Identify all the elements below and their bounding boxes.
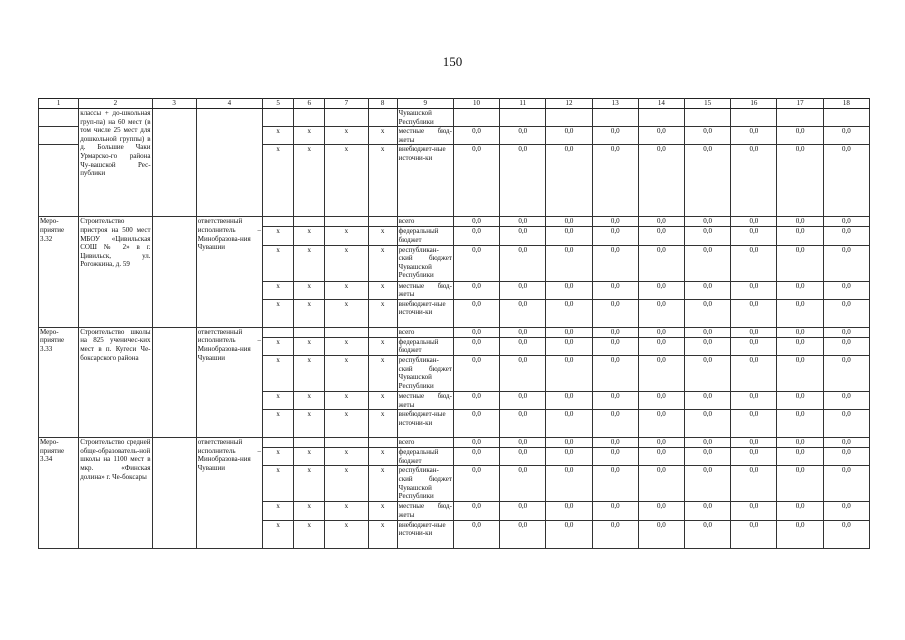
value-cell: 0,0 (823, 337, 869, 355)
x-mark: x (263, 227, 294, 245)
x-mark: x (368, 227, 397, 245)
source-label: республикан-ский бюджет Чувашской Республики (398, 355, 452, 390)
value-cell: 0,0 (453, 281, 499, 299)
value-cell: 0,0 (777, 327, 823, 337)
x-mark: x (263, 520, 294, 548)
value-cell: 0,0 (685, 438, 731, 448)
value-cell: 0,0 (500, 355, 546, 391)
value-cell: 0,0 (685, 391, 731, 409)
value-cell: 0,0 (731, 337, 777, 355)
value-cell: 0,0 (777, 299, 823, 327)
x-mark: x (368, 245, 397, 281)
measure-id: Меро-приятие 3.34 (39, 438, 79, 548)
x-mark: x (294, 337, 325, 355)
column-header: 4 (196, 99, 262, 109)
source-label: местные бюд-жеты (398, 127, 452, 144)
value-cell: 0,0 (592, 410, 638, 438)
measure-description: Строительство школы на 825 ученичес-ких мест в п. Кугеси Че-боксарского района (79, 327, 152, 437)
value-cell: 0,0 (685, 520, 731, 548)
column-header: 6 (294, 99, 325, 109)
value-cell: 0,0 (777, 438, 823, 448)
value-cell: 0,0 (592, 145, 638, 217)
measure-executor: ответственный исполнитель – Минобразова-ния Чувашии (196, 438, 262, 548)
column-header: 3 (152, 99, 196, 109)
table-row (39, 217, 870, 227)
x-mark: x (325, 245, 368, 281)
value-cell: 0,0 (685, 145, 731, 217)
value-cell: 0,0 (823, 327, 869, 337)
page-number: 150 (442, 54, 463, 69)
value-cell: 0,0 (546, 217, 592, 227)
column-header: 17 (777, 99, 823, 109)
source-label: федеральный бюджет (397, 227, 453, 245)
value-cell: 0,0 (453, 391, 499, 409)
value-cell: 0,0 (638, 327, 684, 337)
x-mark: x (263, 466, 294, 502)
x-mark: x (368, 299, 397, 327)
value-cell: 0,0 (731, 520, 777, 548)
value-cell: 0,0 (685, 502, 731, 520)
x-mark: x (294, 355, 325, 391)
x-mark: x (294, 410, 325, 438)
source-label: местные бюд-жеты (398, 281, 452, 299)
x-mark: x (325, 448, 368, 466)
value-cell: 0,0 (638, 127, 684, 145)
value-cell: 0,0 (638, 299, 684, 327)
value-cell: 0,0 (731, 448, 777, 466)
value-cell: 0,0 (777, 391, 823, 409)
value-cell: 0,0 (823, 245, 869, 281)
value-cell: 0,0 (592, 438, 638, 448)
budget-table (38, 98, 870, 549)
value-cell: 0,0 (731, 245, 777, 281)
value-cell: 0,0 (592, 227, 638, 245)
column-header: 8 (368, 99, 397, 109)
x-mark: x (325, 410, 368, 438)
source-label: республикан-ский бюджет Чувашской Республики (398, 245, 452, 280)
source-label: всего (397, 327, 453, 337)
measure-executor: ответственный исполнитель – Минобразова-ния Чувашии (196, 327, 262, 437)
x-mark: x (294, 281, 325, 299)
x-mark: x (294, 391, 325, 409)
value-cell: 0,0 (638, 145, 684, 217)
x-mark: x (294, 299, 325, 327)
value-cell: 0,0 (453, 448, 499, 466)
value-cell: 0,0 (823, 466, 869, 502)
value-cell: 0,0 (777, 337, 823, 355)
column-header: 18 (823, 99, 869, 109)
value-cell: 0,0 (777, 145, 823, 217)
value-cell: 0,0 (500, 448, 546, 466)
table-row (39, 438, 870, 448)
table-row (39, 109, 870, 127)
x-mark: x (325, 502, 368, 520)
x-mark: x (325, 466, 368, 502)
x-mark: x (263, 145, 294, 217)
value-cell: 0,0 (823, 438, 869, 448)
value-cell: 0,0 (638, 391, 684, 409)
x-mark: x (368, 466, 397, 502)
value-cell: 0,0 (546, 245, 592, 281)
value-cell: 0,0 (500, 466, 546, 502)
column-header: 15 (685, 99, 731, 109)
value-cell: 0,0 (685, 466, 731, 502)
value-cell: 0,0 (777, 466, 823, 502)
value-cell: 0,0 (500, 327, 546, 337)
value-cell: 0,0 (546, 281, 592, 299)
column-header: 5 (263, 99, 294, 109)
value-cell: 0,0 (777, 245, 823, 281)
value-cell: 0,0 (592, 391, 638, 409)
source-label: внебюджет-ные источни-ки (397, 299, 453, 327)
value-cell: 0,0 (453, 145, 499, 217)
value-cell: 0,0 (500, 281, 546, 299)
x-mark: x (263, 502, 294, 520)
value-cell: 0,0 (731, 410, 777, 438)
header-row (39, 99, 870, 109)
value-cell: 0,0 (638, 448, 684, 466)
value-cell: 0,0 (638, 466, 684, 502)
x-mark: x (263, 410, 294, 438)
x-mark: x (368, 127, 397, 145)
x-mark: x (325, 227, 368, 245)
value-cell: 0,0 (823, 299, 869, 327)
value-cell: 0,0 (546, 410, 592, 438)
column-header: 2 (79, 99, 152, 109)
x-mark: x (368, 502, 397, 520)
table-row (39, 327, 870, 337)
value-cell: 0,0 (823, 355, 869, 391)
value-cell: 0,0 (823, 227, 869, 245)
value-cell: 0,0 (638, 438, 684, 448)
value-cell: 0,0 (731, 466, 777, 502)
value-cell: 0,0 (546, 355, 592, 391)
x-mark: x (263, 127, 294, 145)
value-cell: 0,0 (685, 227, 731, 245)
value-cell: 0,0 (823, 281, 869, 299)
value-cell: 0,0 (731, 217, 777, 227)
value-cell: 0,0 (731, 281, 777, 299)
value-cell: 0,0 (731, 502, 777, 520)
x-mark: x (263, 355, 294, 391)
measure-description: классы + до-школьная груп-па) на 60 мест (в том числе 25 мест для дошкольной группы) в д. Большие Чаки Урмарско-го района Чу-вашской Рес-публики (79, 109, 152, 217)
value-cell: 0,0 (823, 145, 869, 217)
source-label: местные бюд-жеты (398, 391, 452, 409)
value-cell: 0,0 (685, 448, 731, 466)
x-mark: x (325, 127, 368, 145)
value-cell: 0,0 (500, 145, 546, 217)
column-header: 12 (546, 99, 592, 109)
value-cell: 0,0 (731, 355, 777, 391)
value-cell: 0,0 (592, 217, 638, 227)
x-mark: x (294, 466, 325, 502)
value-cell: 0,0 (453, 245, 499, 281)
value-cell: 0,0 (638, 217, 684, 227)
x-mark: x (263, 245, 294, 281)
source-label: внебюджет-ные источни-ки (397, 520, 453, 548)
value-cell: 0,0 (592, 327, 638, 337)
x-mark: x (325, 281, 368, 299)
column-header: 16 (731, 99, 777, 109)
value-cell: 0,0 (546, 227, 592, 245)
x-mark: x (368, 281, 397, 299)
x-mark: x (263, 281, 294, 299)
column-header: 7 (325, 99, 368, 109)
value-cell: 0,0 (453, 227, 499, 245)
x-mark: x (325, 355, 368, 391)
value-cell: 0,0 (453, 217, 499, 227)
column-header: 13 (592, 99, 638, 109)
value-cell: 0,0 (823, 391, 869, 409)
value-cell: 0,0 (500, 391, 546, 409)
column-header: 10 (453, 99, 499, 109)
value-cell: 0,0 (638, 410, 684, 438)
value-cell: 0,0 (685, 127, 731, 145)
value-cell: 0,0 (546, 520, 592, 548)
x-mark: x (368, 410, 397, 438)
value-cell: 0,0 (546, 502, 592, 520)
value-cell: 0,0 (685, 327, 731, 337)
column-header: 1 (39, 99, 79, 109)
column-header: 9 (397, 99, 453, 109)
value-cell: 0,0 (638, 520, 684, 548)
source-label: федеральный бюджет (397, 448, 453, 466)
value-cell: 0,0 (453, 466, 499, 502)
measure-description: Строительство пристроя на 500 мест МБОУ «Цивильская СОШ № 2» в г. Цивильск, ул. Рогожкина, д. 59 (79, 217, 152, 327)
value-cell: 0,0 (823, 217, 869, 227)
value-cell: 0,0 (731, 438, 777, 448)
measure-description: Строительство средней обще-образователь-ной школы на 1100 мест в мкр. «Финская долина» г. Че-боксары (79, 438, 152, 548)
value-cell: 0,0 (638, 355, 684, 391)
value-cell: 0,0 (592, 448, 638, 466)
source-label: местные бюд-жеты (398, 502, 452, 519)
measure-executor: ответственный исполнитель – Минобразова-ния Чувашии (196, 217, 262, 327)
value-cell: 0,0 (823, 520, 869, 548)
value-cell: 0,0 (638, 245, 684, 281)
value-cell: 0,0 (546, 145, 592, 217)
value-cell: 0,0 (546, 299, 592, 327)
value-cell: 0,0 (777, 502, 823, 520)
value-cell: 0,0 (777, 127, 823, 145)
value-cell: 0,0 (546, 448, 592, 466)
source-label: всего (397, 438, 453, 448)
value-cell: 0,0 (453, 355, 499, 391)
value-cell: 0,0 (453, 520, 499, 548)
source-label: внебюджет-ные источни-ки (397, 145, 453, 217)
value-cell: 0,0 (453, 127, 499, 145)
value-cell: 0,0 (777, 227, 823, 245)
value-cell: 0,0 (823, 127, 869, 145)
value-cell: 0,0 (592, 281, 638, 299)
value-cell: 0,0 (777, 355, 823, 391)
value-cell: 0,0 (685, 299, 731, 327)
x-mark: x (325, 520, 368, 548)
value-cell: 0,0 (731, 299, 777, 327)
value-cell: 0,0 (500, 520, 546, 548)
value-cell: 0,0 (453, 299, 499, 327)
value-cell: 0,0 (777, 520, 823, 548)
x-mark: x (368, 391, 397, 409)
measure-id: Меро-приятие 3.33 (39, 327, 79, 437)
value-cell: 0,0 (500, 502, 546, 520)
value-cell: 0,0 (500, 410, 546, 438)
value-cell: 0,0 (453, 327, 499, 337)
value-cell: 0,0 (453, 410, 499, 438)
x-mark: x (325, 299, 368, 327)
value-cell: 0,0 (592, 355, 638, 391)
value-cell: 0,0 (731, 391, 777, 409)
column-header: 14 (638, 99, 684, 109)
value-cell: 0,0 (592, 127, 638, 145)
value-cell: 0,0 (731, 127, 777, 145)
x-mark: x (294, 520, 325, 548)
value-cell: 0,0 (546, 337, 592, 355)
value-cell: 0,0 (823, 448, 869, 466)
value-cell: 0,0 (638, 502, 684, 520)
value-cell: 0,0 (500, 337, 546, 355)
value-cell: 0,0 (546, 391, 592, 409)
value-cell: 0,0 (638, 281, 684, 299)
x-mark: x (294, 502, 325, 520)
value-cell: 0,0 (685, 217, 731, 227)
source-label: республикан-ский бюджет Чувашской Республики (398, 466, 452, 501)
value-cell: 0,0 (546, 327, 592, 337)
x-mark: x (325, 337, 368, 355)
x-mark: x (368, 448, 397, 466)
measure-id: Меро-приятие 3.32 (39, 217, 79, 327)
value-cell: 0,0 (500, 299, 546, 327)
source-label: федеральный бюджет (397, 337, 453, 355)
value-cell: 0,0 (500, 217, 546, 227)
source-label: Чувашской Республики (397, 109, 453, 127)
value-cell: 0,0 (546, 466, 592, 502)
value-cell: 0,0 (685, 281, 731, 299)
value-cell: 0,0 (592, 245, 638, 281)
value-cell: 0,0 (777, 410, 823, 438)
value-cell: 0,0 (685, 245, 731, 281)
x-mark: x (294, 448, 325, 466)
value-cell: 0,0 (638, 227, 684, 245)
value-cell: 0,0 (731, 327, 777, 337)
value-cell: 0,0 (777, 217, 823, 227)
value-cell: 0,0 (500, 227, 546, 245)
value-cell: 0,0 (592, 466, 638, 502)
value-cell: 0,0 (592, 502, 638, 520)
value-cell: 0,0 (823, 410, 869, 438)
x-mark: x (368, 520, 397, 548)
source-label: внебюджет-ные источни-ки (397, 410, 453, 438)
x-mark: x (368, 337, 397, 355)
value-cell: 0,0 (823, 502, 869, 520)
x-mark: x (263, 448, 294, 466)
value-cell: 0,0 (500, 245, 546, 281)
x-mark: x (294, 227, 325, 245)
x-mark: x (368, 355, 397, 391)
value-cell: 0,0 (777, 281, 823, 299)
value-cell: 0,0 (685, 337, 731, 355)
value-cell: 0,0 (453, 337, 499, 355)
value-cell: 0,0 (592, 337, 638, 355)
value-cell: 0,0 (638, 337, 684, 355)
x-mark: x (294, 145, 325, 217)
source-label: всего (397, 217, 453, 227)
x-mark: x (263, 299, 294, 327)
value-cell: 0,0 (453, 438, 499, 448)
value-cell: 0,0 (685, 410, 731, 438)
value-cell: 0,0 (592, 299, 638, 327)
column-header: 11 (500, 99, 546, 109)
value-cell: 0,0 (731, 145, 777, 217)
value-cell: 0,0 (500, 127, 546, 145)
x-mark: x (294, 245, 325, 281)
x-mark: x (263, 391, 294, 409)
value-cell: 0,0 (592, 520, 638, 548)
x-mark: x (325, 391, 368, 409)
x-mark: x (294, 127, 325, 145)
value-cell: 0,0 (546, 127, 592, 145)
value-cell: 0,0 (731, 227, 777, 245)
value-cell: 0,0 (777, 448, 823, 466)
x-mark: x (368, 145, 397, 217)
x-mark: x (325, 145, 368, 217)
value-cell: 0,0 (685, 355, 731, 391)
x-mark: x (263, 337, 294, 355)
value-cell: 0,0 (500, 438, 546, 448)
value-cell: 0,0 (546, 438, 592, 448)
value-cell: 0,0 (453, 502, 499, 520)
